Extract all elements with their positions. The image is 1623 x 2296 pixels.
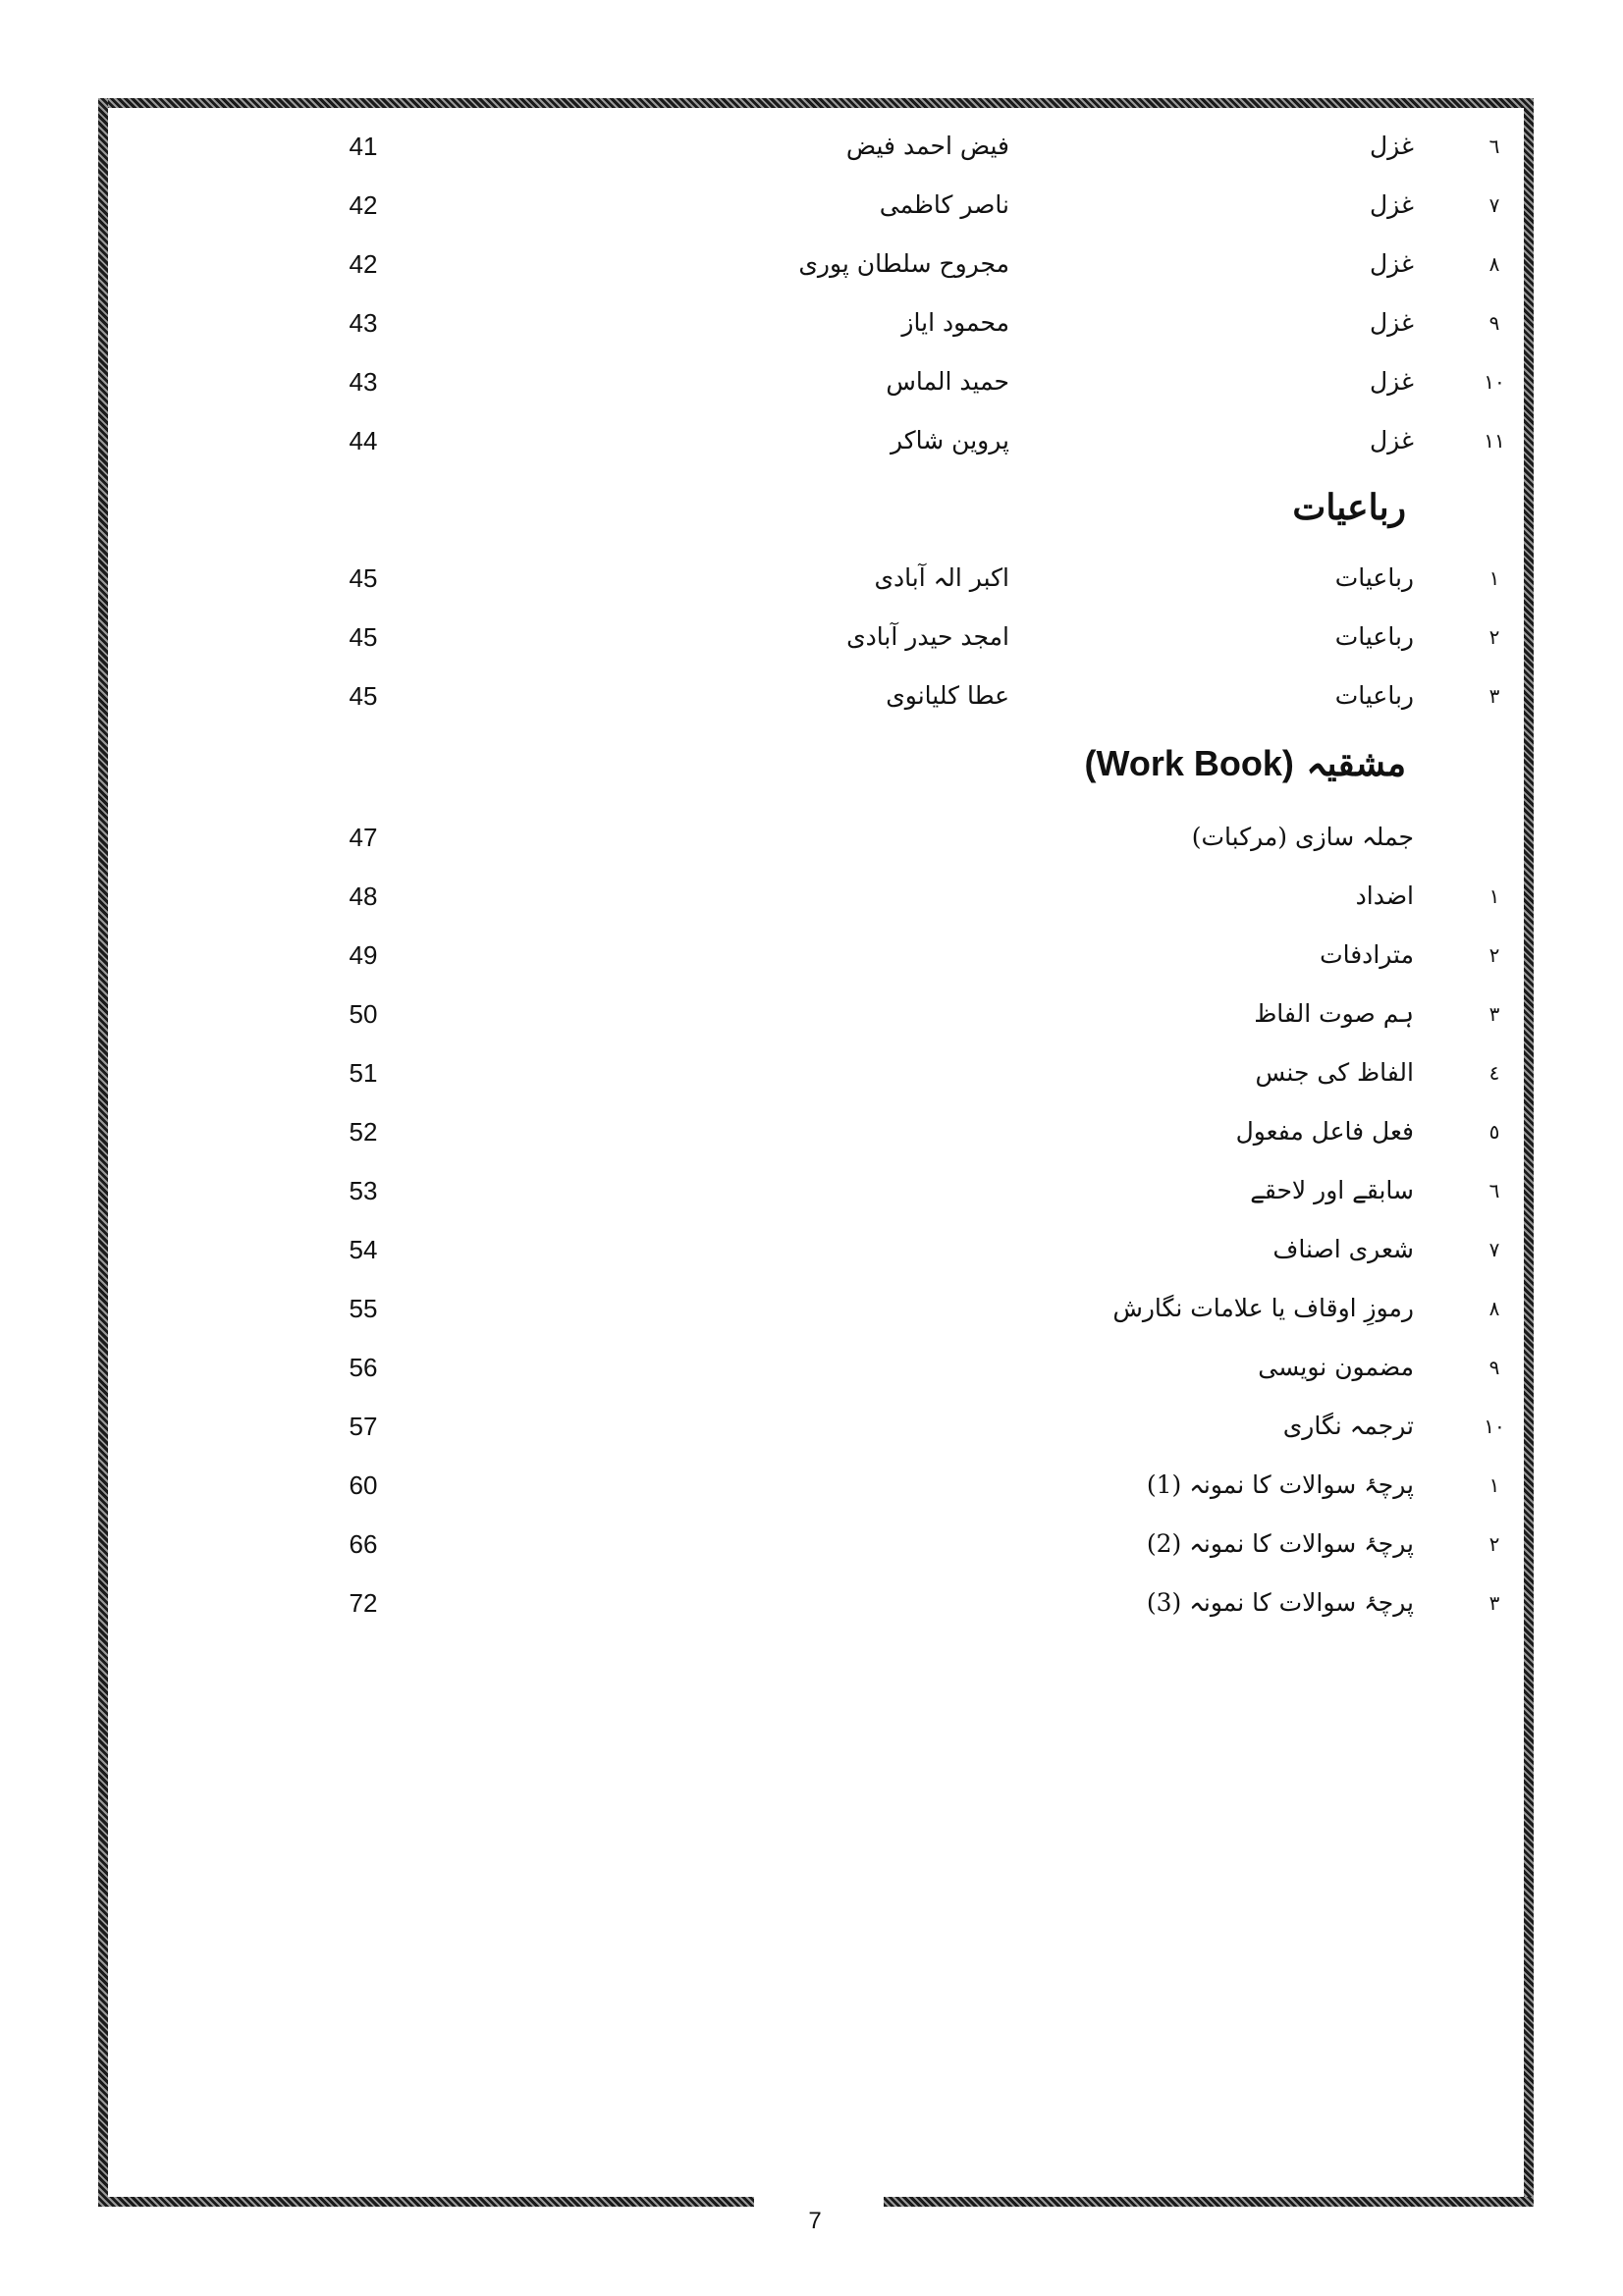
toc-row bbox=[108, 873, 1524, 920]
toc-row bbox=[108, 555, 1524, 602]
entry-page: 52 bbox=[349, 1117, 378, 1147]
workbook-heading-english: (Work Book) bbox=[1084, 743, 1294, 783]
toc-row bbox=[108, 1462, 1524, 1509]
entry-page: 48 bbox=[349, 881, 378, 911]
toc-row bbox=[108, 1403, 1524, 1450]
entry-number: ٩ bbox=[1488, 1356, 1500, 1379]
entry-page: 57 bbox=[349, 1412, 378, 1441]
toc-row bbox=[108, 1521, 1524, 1568]
workbook-heading-urdu: مشقیہ bbox=[1306, 743, 1406, 784]
entry-title: اضداد bbox=[1355, 881, 1414, 910]
entry-number: ٥ bbox=[1488, 1120, 1500, 1144]
entry-page: 44 bbox=[349, 426, 378, 455]
toc-row bbox=[108, 240, 1524, 288]
entry-title: الفاظ کی جنس bbox=[1255, 1058, 1414, 1087]
entry-page: 43 bbox=[349, 367, 378, 397]
entry-number: ١ bbox=[1488, 566, 1500, 590]
entry-author: محمود ایاز bbox=[901, 308, 1009, 337]
toc-row bbox=[108, 1049, 1524, 1096]
entry-page: 56 bbox=[349, 1353, 378, 1382]
entry-page: 53 bbox=[349, 1176, 378, 1205]
entry-page: 47 bbox=[349, 823, 378, 852]
entry-title: غزل bbox=[1369, 249, 1414, 278]
entry-number: ٣ bbox=[1488, 1591, 1500, 1615]
entry-page: 72 bbox=[349, 1588, 378, 1618]
entry-title: سابقے اور لاحقے bbox=[1250, 1176, 1414, 1204]
entry-page: 54 bbox=[349, 1235, 378, 1264]
entry-number: ٨ bbox=[1488, 1297, 1500, 1320]
entry-number: ٣ bbox=[1488, 684, 1500, 708]
entry-title: ہم صوت الفاظ bbox=[1254, 999, 1414, 1028]
entry-author: حمید الماس bbox=[886, 367, 1009, 396]
entry-page: 60 bbox=[349, 1470, 378, 1500]
entry-title: ترجمہ نگاری bbox=[1282, 1412, 1414, 1440]
page-border-left bbox=[98, 98, 108, 2207]
toc-row bbox=[108, 1108, 1524, 1155]
entry-title: رموزِ اوقاف یا علامات نگارش bbox=[1112, 1294, 1414, 1322]
toc-row bbox=[108, 1344, 1524, 1391]
entry-title: غزل bbox=[1369, 132, 1414, 160]
entry-title: فعل فاعل مفعول bbox=[1235, 1117, 1414, 1146]
entry-author: پروین شاکر bbox=[890, 426, 1009, 454]
entry-title: مترادفات bbox=[1320, 940, 1414, 969]
page-border-top bbox=[98, 98, 1534, 108]
entry-title: پرچۂ سوالات کا نمونہ (3) bbox=[1146, 1588, 1414, 1617]
toc-row bbox=[108, 1285, 1524, 1332]
entry-number: ١١ bbox=[1484, 429, 1505, 453]
toc-row bbox=[108, 182, 1524, 229]
entry-author: عطا کلیانوی bbox=[886, 681, 1009, 710]
page-border-bottom-right bbox=[884, 2197, 1534, 2207]
toc-row bbox=[108, 932, 1524, 979]
entry-number: ٢ bbox=[1488, 943, 1500, 967]
toc-row bbox=[108, 1167, 1524, 1214]
entry-title: رباعیات bbox=[1334, 622, 1414, 651]
section-heading-rubaiyat: رباعیات bbox=[1292, 487, 1406, 528]
entry-number: ٩ bbox=[1488, 311, 1500, 335]
entry-number: ٢ bbox=[1488, 625, 1500, 649]
page-number: 7 bbox=[808, 2208, 822, 2234]
toc-row bbox=[108, 1579, 1524, 1627]
entry-title: شعری اصناف bbox=[1272, 1235, 1414, 1263]
entry-number: ٧ bbox=[1488, 193, 1500, 217]
entry-title: غزل bbox=[1369, 308, 1414, 337]
entry-author: فیض احمد فیض bbox=[845, 132, 1009, 160]
entry-number: ٤ bbox=[1488, 1061, 1500, 1085]
entry-title: مضمون نویسی bbox=[1258, 1353, 1414, 1381]
toc-row bbox=[108, 990, 1524, 1038]
entry-page: 66 bbox=[349, 1529, 378, 1559]
entry-page: 55 bbox=[349, 1294, 378, 1323]
entry-page: 51 bbox=[349, 1058, 378, 1088]
entry-author: مجروح سلطان پوری bbox=[798, 249, 1009, 278]
entry-number: ٦ bbox=[1488, 134, 1500, 158]
entry-page: 45 bbox=[349, 622, 378, 652]
entry-number: ٨ bbox=[1488, 252, 1500, 276]
entry-author: اکبر الہ آبادی bbox=[874, 563, 1009, 592]
entry-title: غزل bbox=[1369, 426, 1414, 454]
page-border-right bbox=[1524, 98, 1534, 2207]
entry-page: 45 bbox=[349, 681, 378, 711]
toc-row bbox=[108, 417, 1524, 464]
toc-row bbox=[108, 814, 1524, 861]
entry-author: ناصر کاظمی bbox=[879, 190, 1009, 219]
toc-row bbox=[108, 123, 1524, 170]
entry-number: ٧ bbox=[1488, 1238, 1500, 1261]
entry-author: امجد حیدر آبادی bbox=[846, 622, 1009, 651]
entry-number: ٣ bbox=[1488, 1002, 1500, 1026]
entry-title: رباعیات bbox=[1334, 681, 1414, 710]
entry-number: ١ bbox=[1488, 884, 1500, 908]
entry-page: 43 bbox=[349, 308, 378, 338]
entry-number: ١ bbox=[1488, 1473, 1500, 1497]
entry-page: 41 bbox=[349, 132, 378, 161]
entry-page: 42 bbox=[349, 190, 378, 220]
section-heading-workbook bbox=[1085, 743, 1406, 784]
toc-row bbox=[108, 672, 1524, 720]
toc-row bbox=[108, 614, 1524, 661]
entry-page: 49 bbox=[349, 940, 378, 970]
entry-number: ٦ bbox=[1488, 1179, 1500, 1202]
entry-title: پرچۂ سوالات کا نمونہ (2) bbox=[1146, 1529, 1414, 1558]
entry-number: ٢ bbox=[1488, 1532, 1500, 1556]
entry-title: پرچۂ سوالات کا نمونہ (1) bbox=[1146, 1470, 1414, 1499]
page-border-bottom-left bbox=[98, 2197, 754, 2207]
entry-page: 42 bbox=[349, 249, 378, 279]
entry-title: جملہ سازی (مرکبات) bbox=[1191, 823, 1414, 851]
toc-row bbox=[108, 299, 1524, 347]
entry-number: ١٠ bbox=[1484, 1415, 1505, 1438]
toc-row bbox=[108, 1226, 1524, 1273]
entry-number: ١٠ bbox=[1484, 370, 1505, 394]
entry-title: رباعیات bbox=[1334, 563, 1414, 592]
entry-title: غزل bbox=[1369, 190, 1414, 219]
entry-page: 45 bbox=[349, 563, 378, 593]
entry-page: 50 bbox=[349, 999, 378, 1029]
toc-row bbox=[108, 358, 1524, 405]
entry-title: غزل bbox=[1369, 367, 1414, 396]
